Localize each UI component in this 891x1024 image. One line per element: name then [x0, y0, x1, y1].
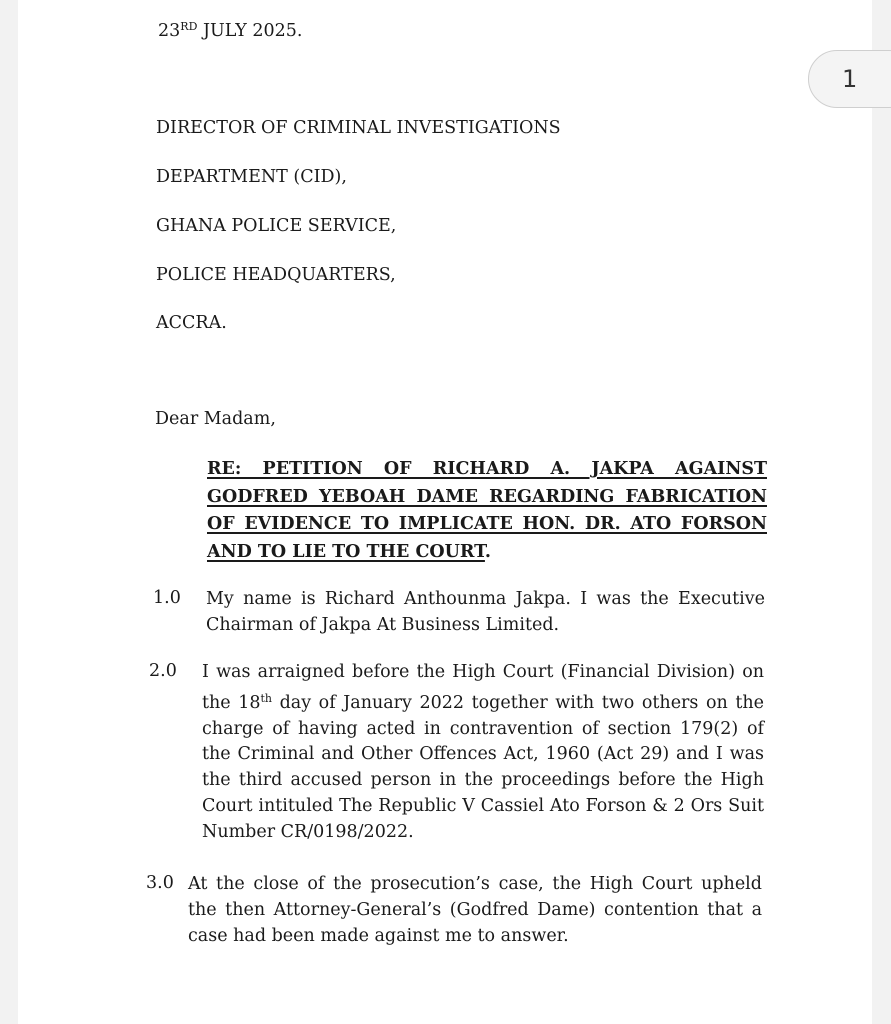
address-line-1: DIRECTOR OF CRIMINAL INVESTIGATIONS — [156, 118, 561, 138]
address-line-2: DEPARTMENT (CID), — [156, 167, 347, 187]
subject-heading — [207, 456, 767, 566]
subject-line-2: GODFRED YEBOAH DAME REGARDING FABRICATION — [207, 486, 767, 507]
paragraph-1-text: My name is Richard Anthounma Jakpa. I was the Executive Chairman of Jakpa At Business Limited. — [206, 589, 765, 635]
paragraph-1-number: 1.0 — [153, 588, 181, 608]
address-line-4: POLICE HEADQUARTERS, — [156, 265, 396, 285]
subject-line-4: AND TO LIE TO THE COURT — [207, 541, 485, 562]
letter-date: 23RD JULY 2025. — [158, 20, 303, 41]
salutation: Dear Madam, — [155, 409, 276, 429]
subject-line-3: OF EVIDENCE TO IMPLICATE HON. DR. ATO FORSON — [207, 514, 767, 534]
document-page — [18, 0, 872, 1024]
subject-line-1: RE: PETITION OF RICHARD A. JAKPA AGAINST — [207, 459, 767, 479]
paragraph-3-number: 3.0 — [146, 873, 174, 893]
paragraph-2-text: I was arraigned before the High Court (Financial Division) on the 18th day of January 2022 together with two others on the charge of having acted in contravention of section 179(2) of the Criminal and Other Offences Act, 1960 (Act 29) and I was the third accused person in the proceedings before the High Court intituled The Republic V Cassiel Ato Forson & 2 Ors Suit Number CR/0198/2022. — [202, 662, 764, 842]
address-line-5: ACCRA. — [156, 313, 227, 333]
page-number-badge: 1 — [808, 50, 891, 108]
paragraph-2-number: 2.0 — [149, 661, 177, 681]
paragraph-3-text: At the close of the prosecution’s case, the High Court upheld the then Attorney-General’s (Godfred Dame) contention that a case had been made against me to answer. — [188, 874, 762, 946]
subject-period: . — [484, 541, 492, 562]
address-line-3: GHANA POLICE SERVICE, — [156, 216, 397, 236]
